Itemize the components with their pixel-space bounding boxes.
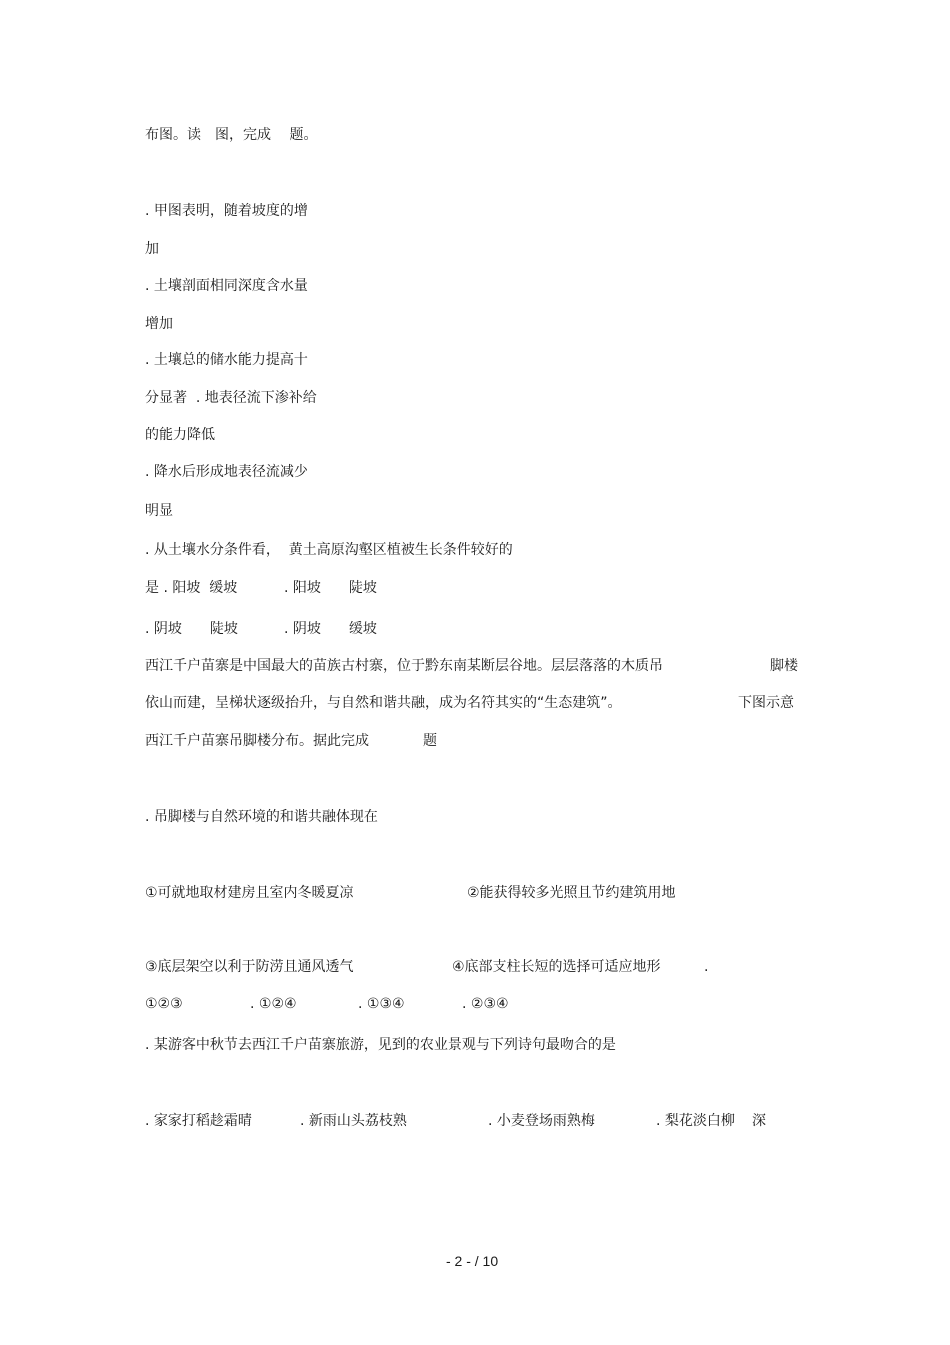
option-line: 分显著 . 地表径流下渗补给	[145, 390, 317, 406]
option-line: . ①③④	[358, 996, 405, 1012]
statement-line: .	[704, 959, 709, 975]
page-number: - 2 - / 10	[446, 1253, 499, 1269]
option-line: . 小麦登场雨熟梅	[488, 1113, 595, 1129]
option-line: . 新雨山头荔枝熟	[300, 1113, 407, 1129]
paragraph-line: 西江千户苗寨吊脚楼分布。据此完成	[145, 733, 369, 749]
paragraph-line: 下图示意	[738, 695, 794, 711]
option-line: . ②③④	[462, 996, 509, 1012]
paragraph-line: 依山而建，呈梯状逐级抬升，与自然和谐共融，成为名符其实的“生态建筑”。	[145, 695, 622, 711]
statement-line: ①可就地取材建房且室内冬暖夏凉	[145, 885, 354, 901]
question-line: . 从土壤水分条件看， 黄土高原沟壑区植被生长条件较好的	[145, 542, 513, 558]
option-line: ①②③	[145, 996, 183, 1012]
option-line: 的能力降低	[145, 427, 215, 443]
option-line: . 阳坡 陡坡	[284, 580, 377, 596]
question-line: 加	[145, 241, 159, 257]
option-line: . 梨花淡白柳	[656, 1113, 735, 1129]
line-intro: 布图。读 图，完成 题。	[145, 127, 318, 143]
paragraph-line: 题	[423, 733, 437, 749]
option-line: 增加	[145, 316, 173, 332]
option-line: . 阴坡 陡坡	[145, 621, 238, 637]
question-line: . 甲图表明，随着坡度的增	[145, 203, 308, 219]
option-line: . 土壤剖面相同深度含水量	[145, 278, 308, 294]
option-line: . 家家打稻趁霜晴	[145, 1113, 252, 1129]
option-line: 深	[752, 1113, 766, 1129]
statement-line: ③底层架空以利于防涝且通风透气	[145, 959, 354, 975]
statement-line: ④底部支柱长短的选择可适应地形	[452, 959, 661, 975]
statement-line: ②能获得较多光照且节约建筑用地	[467, 885, 676, 901]
option-line: . 土壤总的储水能力提高十	[145, 352, 308, 368]
question-line: . 吊脚楼与自然环境的和谐共融体现在	[145, 809, 378, 825]
option-line: . ①②④	[250, 996, 297, 1012]
question-line: . 某游客中秋节去西江千户苗寨旅游，见到的农业景观与下列诗句最吻合的是	[145, 1037, 616, 1053]
paragraph-line: 脚楼	[770, 658, 798, 674]
option-line: . 阴坡 缓坡	[284, 621, 377, 637]
option-line: 是 . 阳坡 缓坡	[145, 580, 238, 596]
option-line: . 降水后形成地表径流减少	[145, 464, 308, 480]
option-line: 明显	[145, 503, 173, 519]
paragraph-line: 西江千户苗寨是中国最大的苗族古村寨，位于黔东南某断层谷地。层层落落的木质吊	[145, 658, 663, 674]
